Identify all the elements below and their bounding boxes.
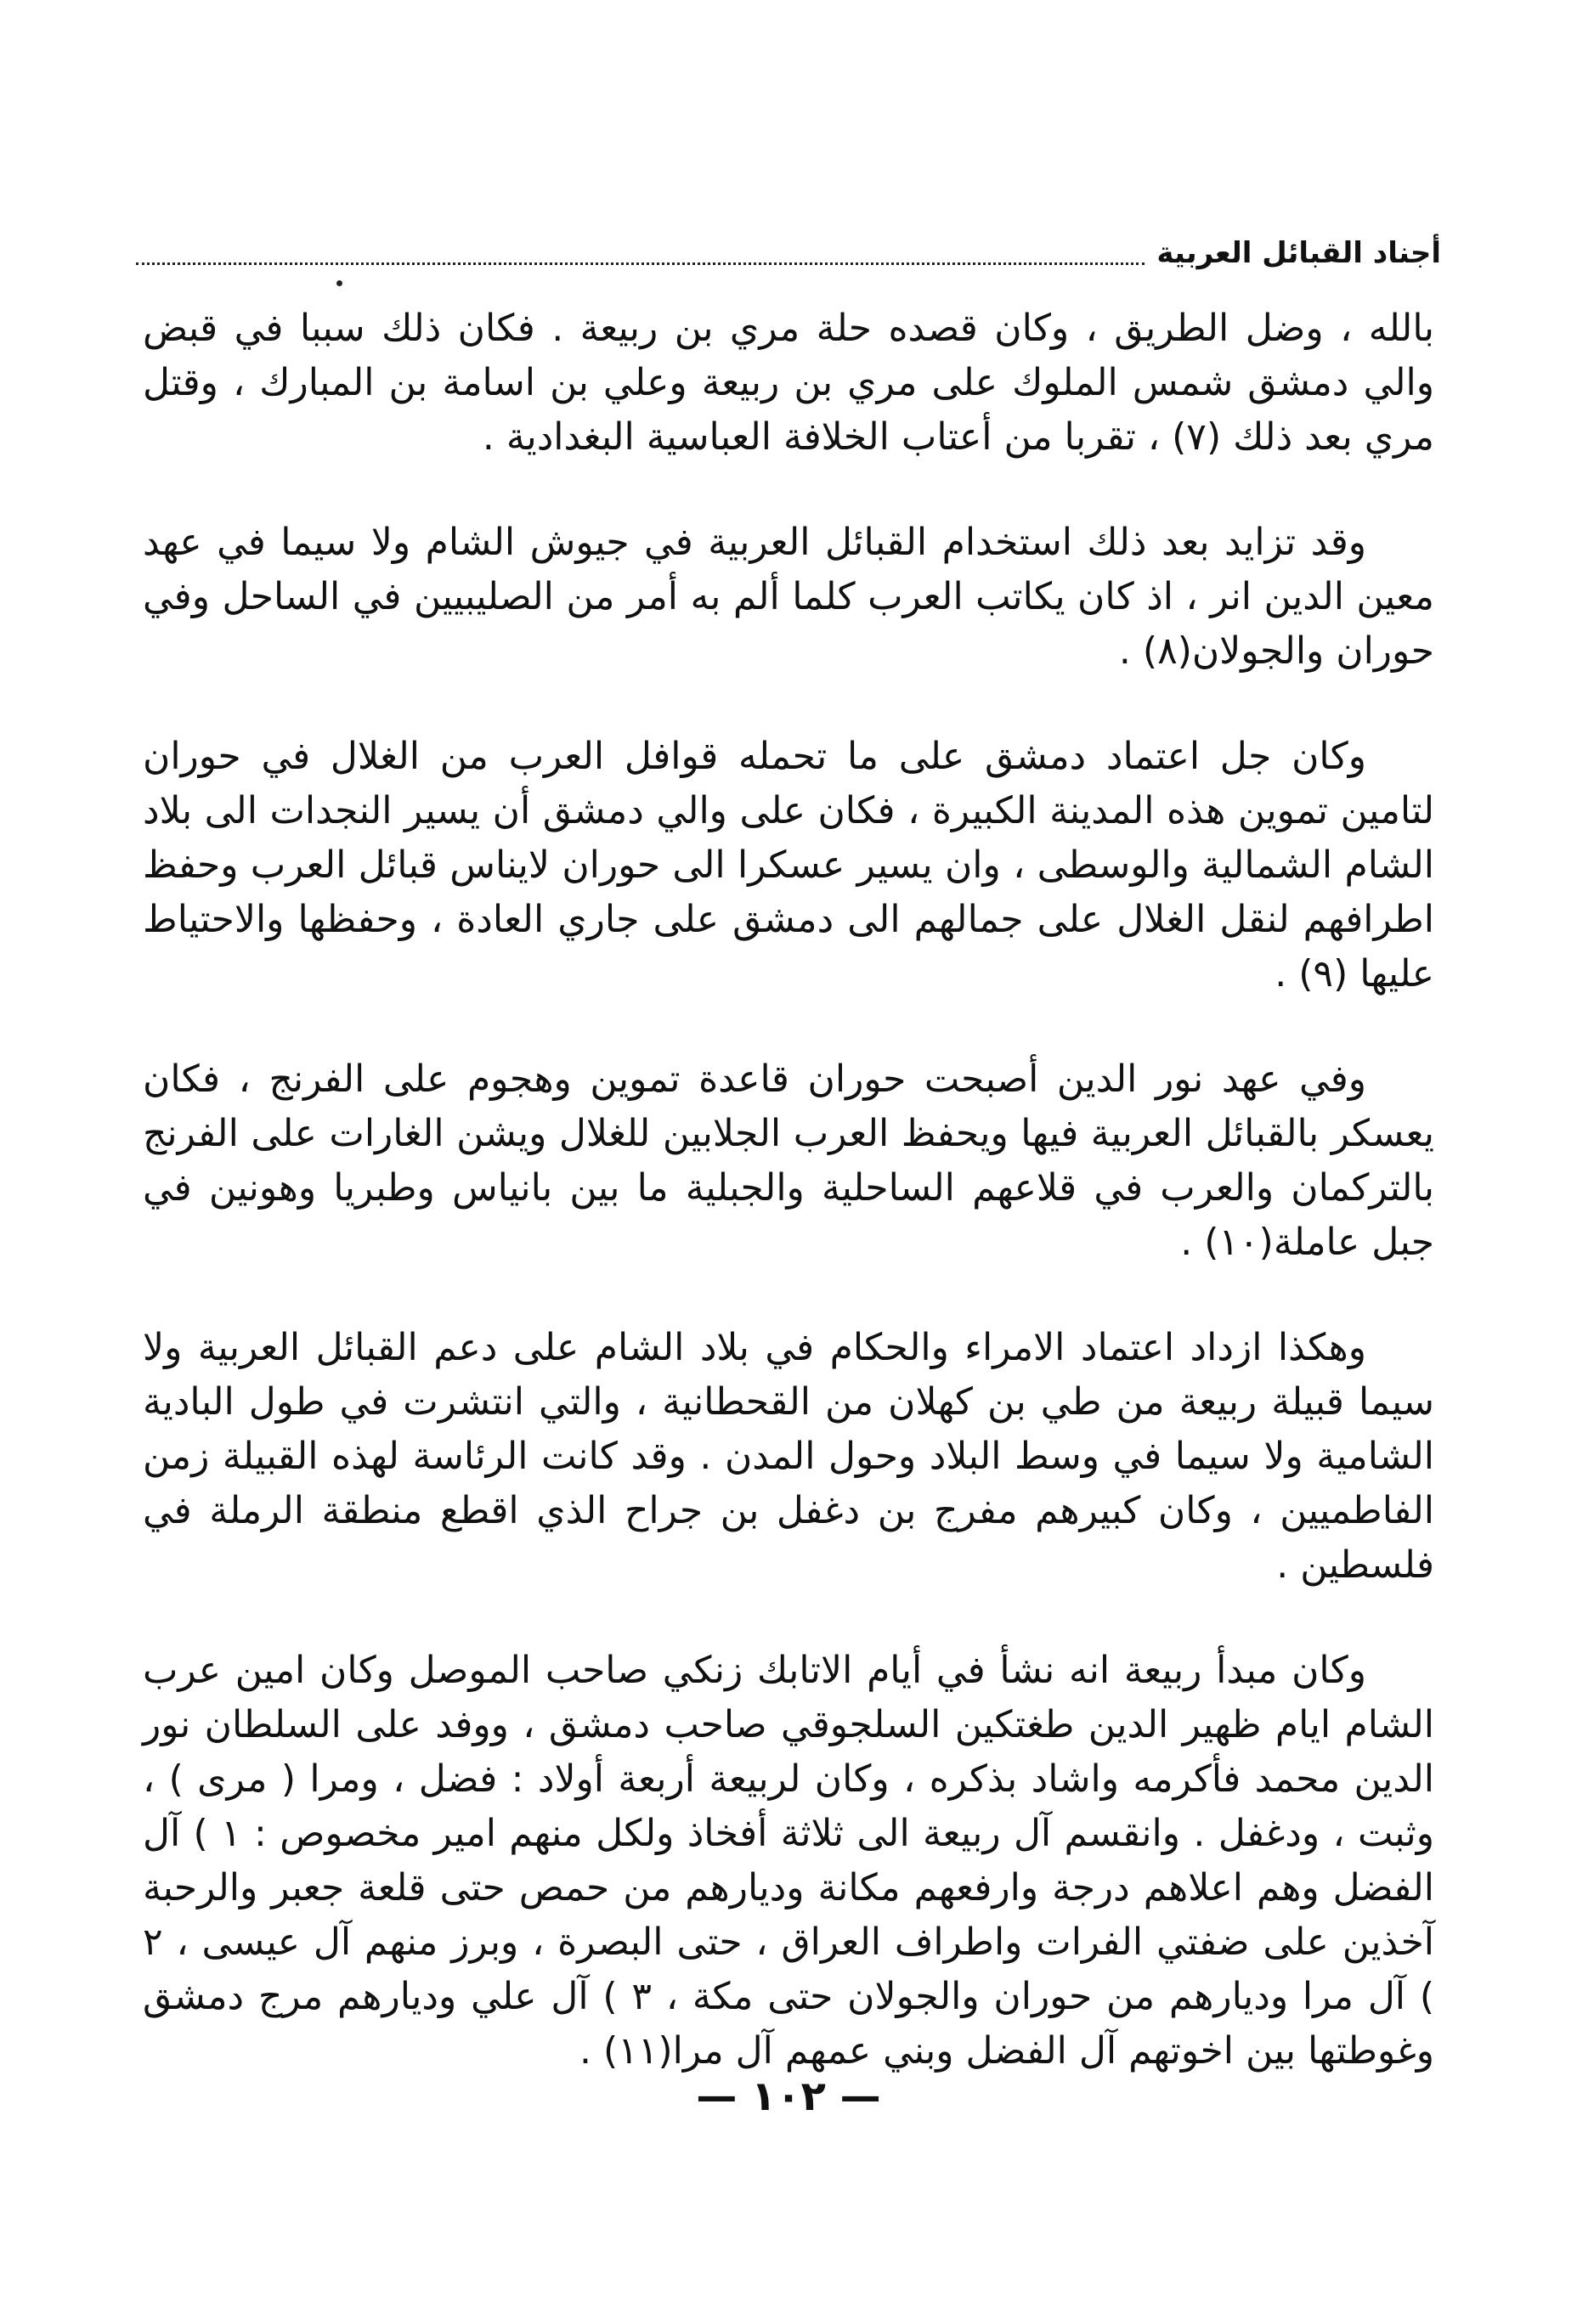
dotted-leader — [136, 262, 1145, 265]
paragraph-6: وكان مبدأ ربيعة انه نشأ في أيام الاتابك زنكي صاحب الموصل وكان امين عرب الشام ايام ظهير الدين طغتكين السلجوقي صاحب دمشق ، ووفد على السلطان نور الدين محمد فأكرمه واشاد بذكره ، وكان لربيعة أربعة أولاد : فضل ، ومرا ( مرى ) ، وثبت ، ودغفل . وانقسم آل ربيعة الى ثلاثة أفخاذ ولكل منهم امير مخصوص : ١ ) آل الفضل وهم اعلاهم درجة وارفعهم مكانة وديارهم من حمص حتى قلعة جعبر والرحبة آخذين على ضفتي الفرات واطراف العراق ، حتى البصرة ، وبرز منهم آل عيسى ، ٢ ) آل مرا وديارهم من حوران والجولان حتى مكة ، ٣ ) آل علي وديارهم مرج دمشق وغوطتها بين اخوتهم آل الفضل وبني عمهم آل مرا(١١) . — [143, 1649, 1435, 2073]
paragraph-1: بالله ، وضل الطريق ، وكان قصده حلة مري بن ربيعة . فكان ذلك سببا في قبض والي دمشق شمس الملوك على مري بن ربيعة وعلي بن اسامة بن المبارك ، وقتل مري بعد ذلك (٧) ، تقربا من أعتاب الخلافة العباسية البغدادية . — [143, 307, 1434, 459]
paragraph-4: وفي عهد نور الدين أصبحت حوران قاعدة تموين وهجوم على الفرنج ، فكان يعسكر بالقبائل العربية فيها ويحفظ العرب الجلابين للغلال ويشن الغارات على الفرنج بالتركمان والعرب في قلاعهم الساحلية والجبلية ما بين بانياس وطبريا وهونين في جبل عاملة(١٠) . — [143, 1058, 1434, 1264]
body-text — [143, 302, 1434, 2079]
paragraph-5: وهكذا ازداد اعتماد الامراء والحكام في بلاد الشام على دعم القبائل العربية ولا سيما قبيلة ربيعة من طي بن كهلان من القحطانية ، والتي انتشرت في طول البادية الشامية ولا سيما في وسط البلاد وحول المدن . وقد كانت الرئاسة لهذه القبيلة زمن الفاطميين ، وكان كبيرهم مفرج بن دغفل بن جراح الذي اقطع منطقة الرملة في فلسطين . — [143, 1326, 1434, 1587]
paragraph-2: وقد تزايد بعد ذلك استخدام القبائل العربية في جيوش الشام ولا سيما في عهد معين الدين انر ، اذ كان يكاتب العرب كلما ألم به أمر من الصليبيين في الساحل وفي حوران والجولان(٨) . — [143, 521, 1434, 673]
paragraph-3: وكان جل اعتماد دمشق على ما تحمله قوافل العرب من الغلال في حوران لتامين تموين هذه المدينة الكبيرة ، فكان على والي دمشق أن يسير النجدات الى بلاد الشام الشمالية والوسطى ، وان يسير عسكرا الى حوران لايناس قبائل العرب وحفظ اطرافهم لنقل الغلال على جمالهم الى دمشق على جاري العادة ، وحفظها والاحتياط عليها (٩) . — [143, 735, 1434, 996]
running-header — [136, 223, 1441, 274]
page-number: — ١٠٢ — — [696, 2073, 881, 2120]
ink-dot-mark — [336, 280, 342, 286]
running-title: أجناد القبائل العربية — [1156, 236, 1441, 270]
